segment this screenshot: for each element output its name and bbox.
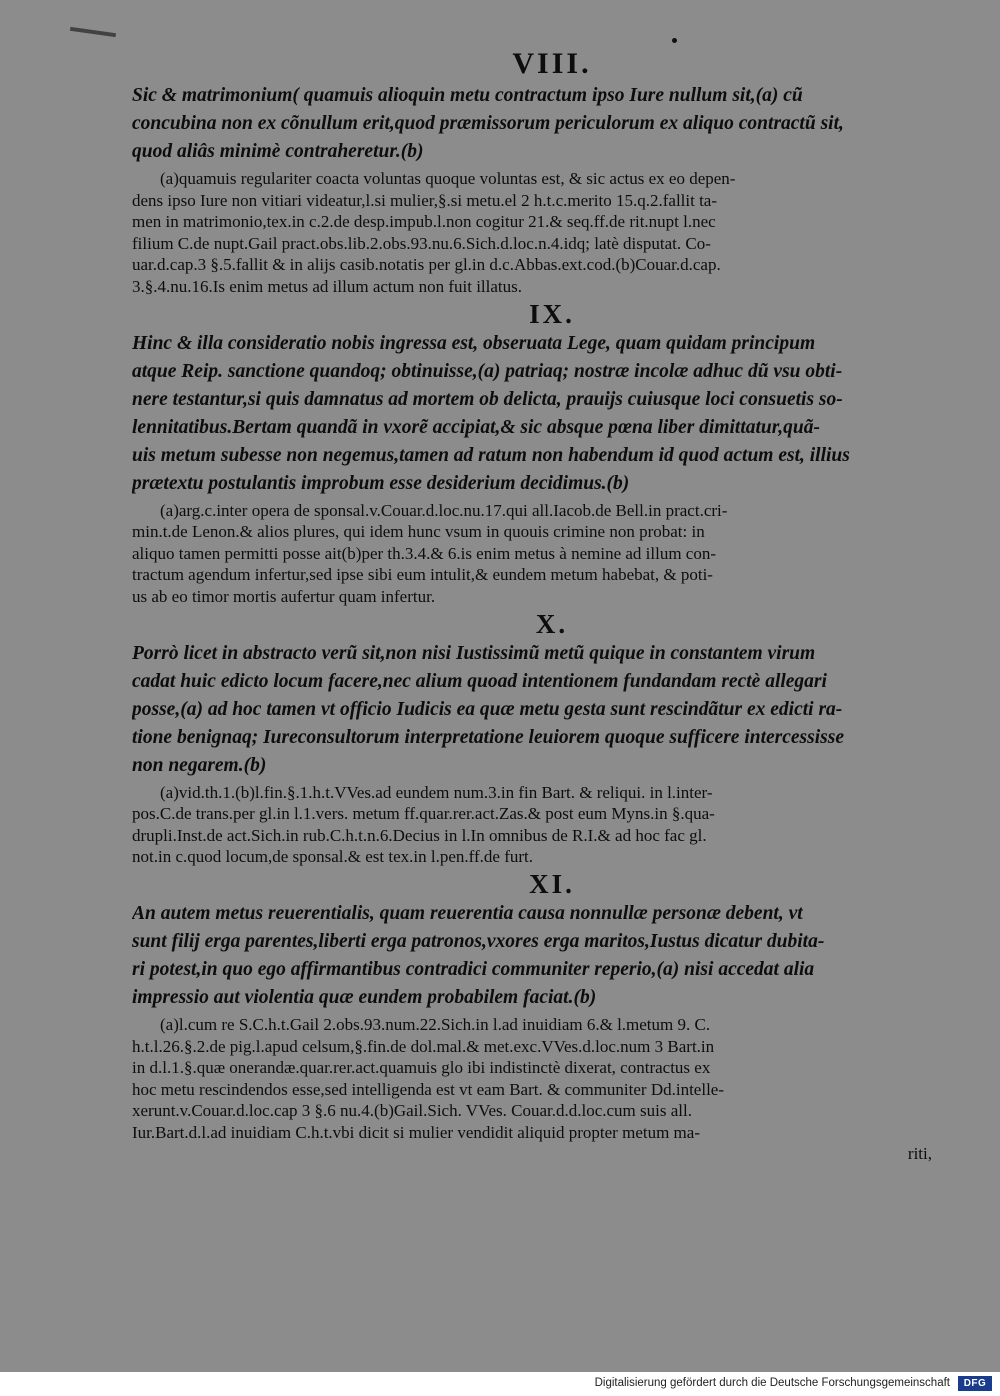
note-line: hoc metu rescindendos esse,sed intelligenda est vt eam Bart. & communiter Dd.intelle- (132, 1079, 725, 1099)
text-line: prætextu postulantis improbum esse desiderium decidimus.(b) (132, 472, 630, 494)
section-paragraph (132, 900, 932, 1012)
footnote-block (132, 1014, 932, 1165)
section-number: XI. (529, 868, 575, 899)
note-line: h.t.l.26.§.2.de pig.l.apud celsum,§.fin.de dol.mal.& met.exc.VVes.d.loc.num 3 Bart.in (132, 1036, 715, 1056)
note-line: (a)l.cum re S.C.h.t.Gail 2.obs.93.num.22.Sich.in l.ad inuidiam 6.& l.metum 9. C. (160, 1014, 711, 1034)
text-line: Hinc & illa consideratio nobis ingressa est, obseruata Lege, quam quidam principum (132, 332, 816, 354)
ink-dot (672, 38, 677, 43)
note-line: 3.§.4.nu.16.Is enim metus ad illum actum non fuit illatus. (132, 276, 523, 296)
text-line: tione benignaq; Iureconsultorum interpretatione leuiorem quoque sufficere intercessisse (132, 726, 844, 748)
text-line: lennitatibus.Bertam quandã in vxorẽ accipiat,& sic absque pœna liber dimittatur,quã- (132, 416, 820, 438)
text-line: sunt filij erga parentes,liberti erga patronos,vxores erga maritos,Iustus dicatur dubita- (132, 930, 825, 952)
ink-smudge (70, 27, 116, 37)
note-line: pos.C.de trans.per gl.in l.1.vers. metum ff.quar.rer.act.Zas.& post eum Myns.in §.qua- (132, 804, 715, 824)
note-line: riti, (907, 1144, 932, 1164)
note-line: in d.l.1.§.quæ onerandæ.quar.rer.act.quamuis glo ibi indistinctè dixerat, contractus ex (132, 1058, 711, 1078)
text-line: quod aliâs minimè contraheretur.(b) (132, 141, 424, 162)
footer-bar (0, 1372, 1000, 1396)
text-line: cadat huic edicto locum facere,nec alium quoad intentionem fundandam rectè allegari (132, 670, 827, 692)
text-line: atque Reip. sanctione quandoq; obtinuisse,(a) patriaq; nostræ incolæ adhuc dũ vsu obti- (132, 360, 843, 382)
footnote-block (132, 168, 932, 298)
dfg-logo-icon: DFG (958, 1376, 992, 1391)
note-line: dens ipso Iure non vitiari videatur,l.si mulier,§.si metu.el 2 h.t.c.merito 15.q.2.fallit ta- (132, 190, 718, 210)
funding-notice: Digitalisierung gefördert durch die Deutsche Forschungsgemeinschaft (594, 1377, 950, 1389)
note-line: (a)quamuis regulariter coacta voluntas quoque voluntas est, & sic actus ex eo depen- (160, 169, 736, 188)
text-line: impressio aut violentia quæ eundem probabilem faciat.(b) (132, 986, 597, 1008)
note-line: not.in c.quod locum,de sponsal.& est tex.in l.pen.ff.de furt. (132, 847, 534, 867)
note-line: uar.d.cap.3 §.5.fallit & in alijs casib.notatis per gl.in d.c.Abbas.ext.cod.(b)Couar.d.cap. (132, 255, 721, 275)
section-paragraph (132, 640, 932, 780)
text-line: non negarem.(b) (132, 754, 267, 776)
note-line: us ab eo timor mortis aufertur quam infertur. (132, 586, 436, 606)
page-text (132, 48, 932, 1165)
text-line: posse,(a) ad hoc tamen vt officio Iudicis ea quæ metu gesta sunt rescindãtur ex edicti ra- (132, 698, 843, 720)
note-line: drupli.Inst.de act.Sich.in rub.C.h.t.n.6.Decius in l.In omnibus de R.I.& ad hoc fac gl. (132, 825, 707, 845)
text-line: nere testantur,si quis damnatus ad mortem ob delicta, prauijs cuiusque loci consuetis so- (132, 388, 843, 410)
section-number: IX. (529, 298, 575, 329)
note-line: tractum agendum infertur,sed ipse sibi eum intulit,& eundem metum habebat, & poti- (132, 565, 713, 585)
note-line: min.t.de Lenon.& alios plures, qui idem hunc vsum in quouis crimine non probat: in (132, 522, 705, 542)
note-line: (a)vid.th.1.(b)l.fin.§.1.h.t.VVes.ad eundem num.3.in fin Bart. & reliqui. in l.inter- (160, 782, 713, 802)
text-line: ri potest,in quo ego affirmantibus contradici communiter reperio,(a) nisi accedat alia (132, 958, 815, 980)
note-line: filium C.de nupt.Gail pract.obs.lib.2.obs.93.nu.6.Sich.d.loc.n.4.idq; latè disputat. Co- (132, 233, 711, 253)
note-line: xerunt.v.Couar.d.loc.cap 3 §.6 nu.4.(b)Gail.Sich. VVes. Couar.d.d.loc.cum suis all. (132, 1101, 692, 1121)
footnote-block (132, 500, 932, 608)
footnote-block (132, 782, 932, 868)
note-line: men in matrimonio,tex.in c.2.de desp.impub.l.non cogitur 21.& seq.ff.de rit.nupt l.nec (132, 212, 716, 232)
text-line: Porrò licet in abstracto verũ sit,non nisi Iustissimũ metũ quique in constantem virum (132, 642, 816, 664)
section-number: X. (535, 608, 569, 639)
note-line: (a)arg.c.inter opera de sponsal.v.Couar.d.loc.nu.17.qui all.Iacob.de Bell.in pract.cri- (160, 500, 728, 520)
text-line: concubina non ex cõnullum erit,quod præmissorum periculorum ex aliquo contractũ sit, (132, 113, 844, 134)
section-number: VIII. (512, 47, 592, 80)
section-paragraph (132, 330, 932, 498)
note-line: aliquo tamen permitti posse ait(b)per th.3.4.& 6.is enim metus à nemine ad illum con- (132, 543, 717, 563)
section-paragraph (132, 82, 932, 166)
text-line: Sic & matrimonium( quamuis alioquin metu contractum ipso Iure nullum sit,(a) cũ (132, 85, 803, 106)
note-line: Iur.Bart.d.l.ad inuidiam C.h.t.vbi dicit si mulier vendidit aliquid propter metum ma- (132, 1122, 700, 1142)
text-line: uis metum subesse non negemus,tamen ad ratum non habendum id quod actum est, illius (132, 444, 850, 466)
text-line: An autem metus reuerentialis, quam reuerentia causa nonnullæ personæ debent, vt (132, 902, 803, 924)
